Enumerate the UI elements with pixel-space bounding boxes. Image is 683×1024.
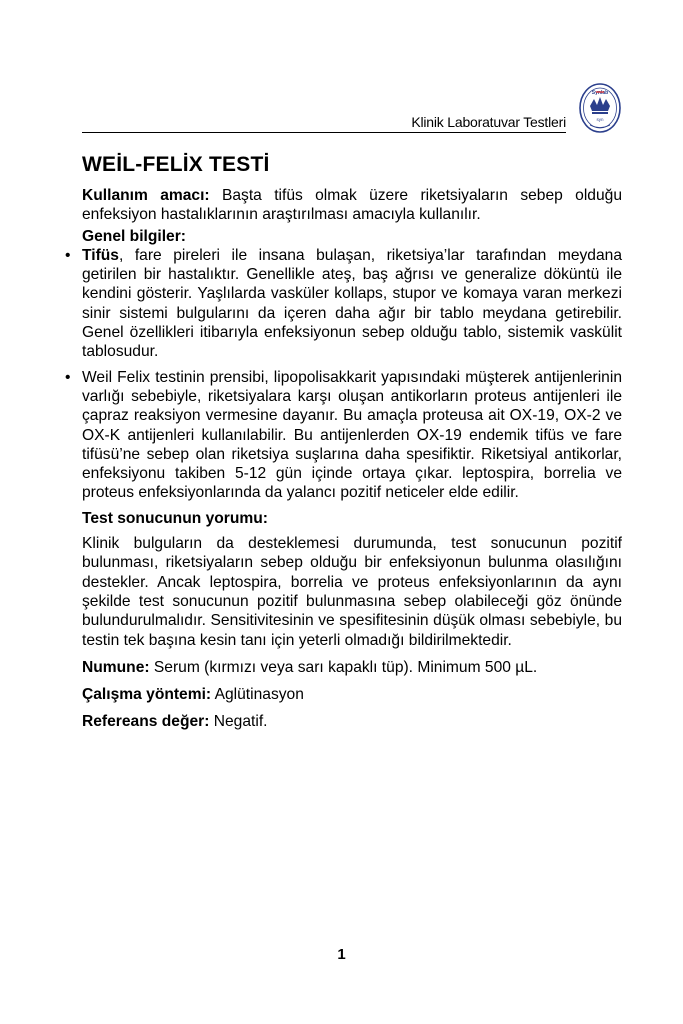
sample-text: Serum (kırmızı veya sarı kapaklı tüp). Minimum 500 µL. (149, 658, 538, 676)
interpretation-text: Klinik bulguların da desteklemesi durumunda, test sonucunun pozitif bulunması, riketsiyaların sebep olduğu bir enfeksiyonun bulunma olasılığını destekler. Ancak leptospira, borrelia ve proteus enfeksiyonlarının da aynı şekilde test sonucunun pozitif bulunmasına sebep olabileceği göz önünde bulundurulmalıdır. Sensitivitesinin ve spesifitesinin düşük olması sebebiyle, bu testin tek başına kesin tanı için yeterli olmadığı bildirilmektedir. (82, 535, 622, 649)
reference-label: Refereans değer: (82, 713, 210, 731)
purpose-paragraph (82, 186, 622, 225)
general-info-heading: Genel bilgiler: (82, 227, 186, 245)
header-title: Klinik Laboratuvar Testleri (411, 114, 566, 130)
synlab-logo (578, 82, 622, 134)
tifus-label: Tifüs (82, 246, 119, 264)
bullet-icon: • (65, 368, 71, 386)
tifus-text: , fare pireleri ile insana bulaşan, riketsiya’lar tarafından meydana getirilen bir hastalıktır. Genellikle ateş, baş ağrısı ve generalize döküntü ile kendini gösterir. Yaşlılarda vasküler kollaps, stupor ve komaya varan merkezi sinir sistemi bulgularını da içeren daha ağır bir tablo meydana getirebilir. Genel özellikleri itibarıyla enfeksiyonun sebep olduğu tablo, sistemik vaskülit tablosudur. (82, 246, 622, 361)
sample-line (82, 658, 622, 677)
svg-text:Synlab: Synlab (591, 90, 609, 96)
reference-line (82, 712, 622, 731)
method-line (82, 685, 622, 704)
header-divider (82, 132, 566, 133)
bullet-icon: • (65, 246, 71, 264)
reference-text: Negatif. (209, 713, 268, 731)
list-item (65, 246, 622, 362)
interpretation-heading: Test sonucunun yorumu: (82, 509, 268, 527)
page-number: 1 (337, 946, 346, 963)
test-title: WEİL-FELİX TESTİ (82, 153, 270, 176)
page-header (82, 82, 622, 136)
list-item (65, 368, 622, 503)
method-text: Aglütinasyon (211, 686, 304, 704)
principle-text: Weil Felix testinin prensibi, lipopolisakkarit yapısındaki müşterek antijenlerinin varlığı sebebiyle, riketsiyalara karşı oluşan antikorların proteus antijenleri ile çapraz reaksiyon vermesine dayanır. Bu amaçla proteusa ait OX-19, OX-2 ve OX-K antijenleri kullanılabilir. Bu antijenlerden OX-19 endemik tifüs ve fare tifüsü’ne sebep olan riketsiya suşlarına daha spesifiktir. Riketsiyal antikorlar, enfeksiyonu takiben 5-12 gün içinde ortaya çıkar. leptospira, borrelia ve proteus enfeksiyonlarında da yalancı pozitif neticeler elde edilir. (82, 368, 622, 502)
general-info-list (65, 246, 622, 503)
sample-label: Numune: (82, 658, 150, 676)
document-body (65, 152, 622, 732)
method-label: Çalışma yöntemi: (82, 686, 212, 704)
purpose-text: Başta tifüs olmak üzere riketsiyaların sebep olduğu enfeksiyon hastalıklarının araştırılması amacıyla kullanılır. (82, 187, 622, 224)
purpose-label: Kullanım amacı: (82, 187, 210, 204)
svg-text:syn: syn (596, 117, 604, 122)
